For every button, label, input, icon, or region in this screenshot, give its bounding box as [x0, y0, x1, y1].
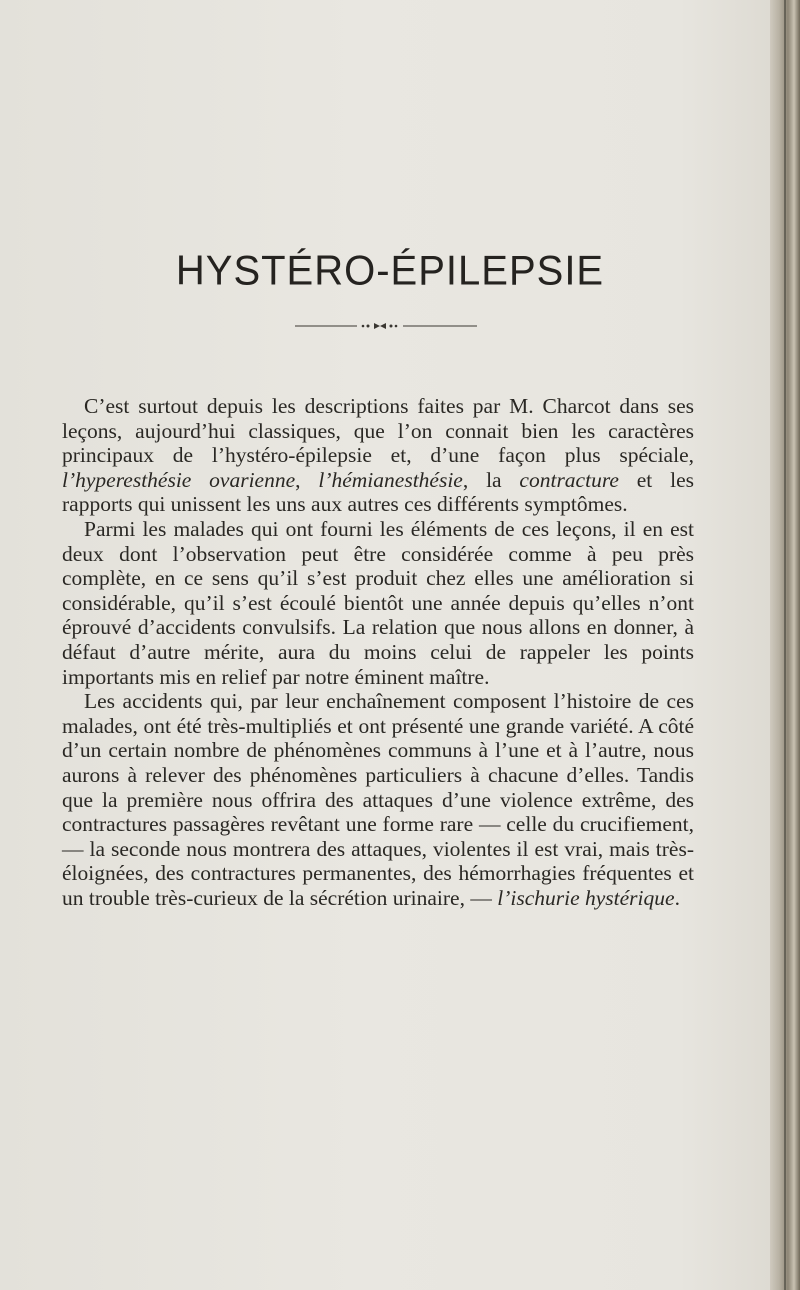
text-run: , [295, 467, 319, 492]
binding-shadow [784, 0, 786, 1290]
paragraph [62, 517, 694, 689]
body-text [62, 394, 694, 910]
text-run: Les accidents qui, par leur enchaînement composent l’histoire de ces malades, ont été très-multipliés et ont présenté une grande variété. A côté d’un certain nombre de phénomènes communs à l’une et à l’autre, nous aurons à relever des phénomènes particuliers à chacune d’elles. Tandis que la première nous offrira des attaques d’une violence extrême, des contractures passagères revêtant une forme rare — celle du crucifiement, — la seconde nous montrera des attaques, violentes il est vrai, mais très-éloignées, des contractures permanentes, des hémorrhagies fréquentes et un trouble très-curieux de la sécrétion urinaire, — [62, 689, 694, 910]
paragraph [62, 689, 694, 910]
italic-term: l’hyperesthésie ovarienne [62, 467, 296, 492]
text-run: et les rapports qui unissent les uns aux autres ces différents symptômes. [62, 467, 694, 517]
page-title: HYSTÉRO-ÉPILEPSIE [175, 247, 605, 294]
italic-term: contracture [519, 467, 619, 492]
text-run: C’est surtout depuis les descriptions faites par M. Charcot dans ses leçons, aujourd’hui classiques, que l’on connait bien les caractères principaux de l’hystéro-épilepsie et, d’une façon plus spéciale, [62, 394, 694, 468]
italic-term: l’ischurie hystérique [497, 885, 675, 910]
italic-term: l’hémianesthésie [318, 467, 463, 492]
ornament-divider [295, 322, 477, 330]
text-run: , la [462, 467, 520, 492]
text-run: . [674, 885, 680, 910]
paragraph [62, 394, 694, 517]
text-run: Parmi les malades qui ont fourni les éléments de ces leçons, il en est deux dont l’observation peut être considérée comme à peu près complète, en ce sens qu’il s’est produit chez elles une amélioration si considérable, qu’il s’est écoulé bientôt une année depuis qu’elles n’ont éprouvé d’accidents convulsifs. La relation que nous allons en donner, à défaut d’autre mérite, aura du moins celui de rappeler les points importants mis en relief par notre éminent maître. [62, 516, 694, 689]
